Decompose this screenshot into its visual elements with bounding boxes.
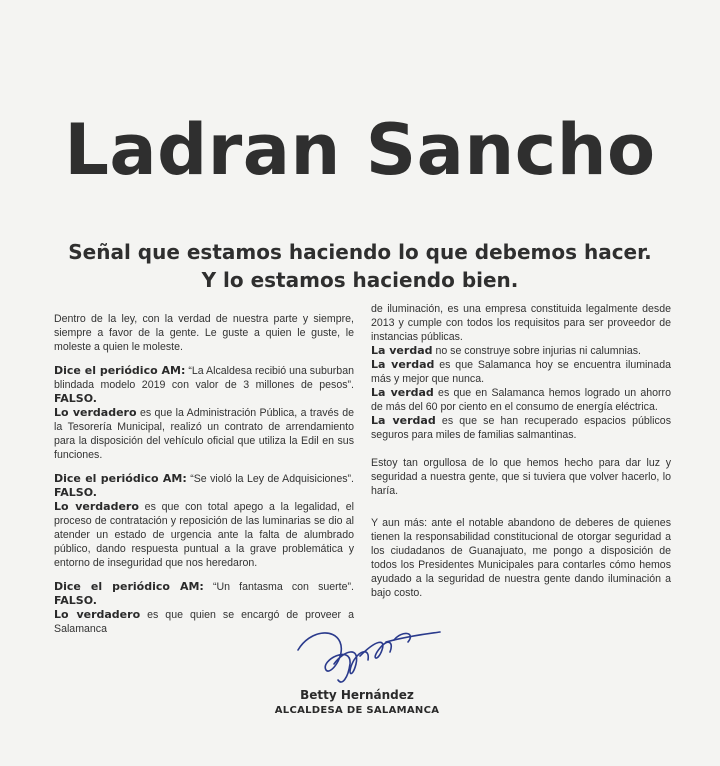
signatory-title: ALCALDESA DE SALAMANCA [274,705,440,716]
truth-item [371,414,671,442]
truth-item-text: no se construye sobre injurias ni calumnias. [435,345,641,357]
truth-item-label: La verdad [371,344,433,357]
truth-2-text: es que con total apego a la legalidad, el proceso de contratación y reposición de las luminarias se dio al atender un estado de urgencia ante la falta de alumbrado público, dando respuesta puntual a la grave problemática y entorno de inseguridad que nos heredaron. [54,501,354,569]
claim-3-verdict: FALSO. [54,594,97,607]
pride-paragraph: Estoy tan orgullosa de lo que hemos hecho para dar luz y seguridad a nuestra gente, que si tuviera que volver hacerlo, lo haría. [371,457,671,497]
truth-item [371,358,671,386]
claim-3-text: “Un fantasma con suerte”. [212,581,354,593]
truth-3-text: es que quien se encargó de proveer a Salamanca [54,609,354,635]
continuation-paragraph: de iluminación, es una empresa constituida legalmente desde 2013 y cumple con todos los requisitos para ser proveedor de instancias públicas. [371,303,671,343]
right-column [371,302,671,610]
truth-item-label: La verdad [371,386,434,399]
truth-item [371,344,671,358]
subheadline-line-1: Señal que estamos haciendo lo que debemos hacer. [68,240,652,264]
claim-3 [54,580,354,608]
truth-item-text: es que Salamanca hoy se encuentra iluminada más y mejor que nunca. [371,359,671,385]
claim-3-label: Dice el periódico AM: [54,580,204,593]
claim-1-verdict: FALSO. [54,392,97,405]
truth-item [371,386,671,414]
claim-2-label: Dice el periódico AM: [54,472,187,485]
truth-2 [54,500,354,570]
truth-1 [54,406,354,462]
claim-2-verdict: FALSO. [54,486,97,499]
truth-item-label: La verdad [371,414,436,427]
claim-2 [54,472,354,500]
subheadline [0,238,720,294]
intro-paragraph: Dentro de la ley, con la verdad de nuestra parte y siempre, siempre a favor de la gente. Le guste a quien le guste, le moleste a quien le moleste. [54,313,354,353]
headline: Ladran Sancho [64,109,656,191]
truth-item-label: La verdad [371,358,435,371]
truth-1-label: Lo verdadero [54,406,137,419]
subheadline-line-2: Y lo estamos haciendo bien. [201,268,519,292]
signatory-name: Betty Hernández [300,688,414,702]
truth-2-label: Lo verdadero [54,500,139,513]
claim-2-text: “Se violó la Ley de Adquisiciones”. [190,473,354,485]
claim-1-label: Dice el periódico AM: [54,364,186,377]
closing-paragraph: Y aun más: ante el notable abandono de deberes de quienes tienen la responsabilidad constitucional de otorgar seguridad a los ciudadanos de Guanajuato, me pongo a disposición de todos los Presidentes Municipales para contarles cómo hemos ayudado a la seguridad de nuestra gente dando iluminación a bajo costo. [371,517,671,599]
truth-item-text: es que se han recuperado espacios públicos seguros para miles de familias salmantinas. [371,415,671,441]
truth-1-text: es que la Administración Pública, a través de la Tesorería Municipal, realizó un contrato de arrendamiento para la disposición del vehículo oficial que utiliza la Edil en sus funciones. [54,407,354,461]
claim-1-text: “La Alcaldesa recibió una suburban blindada modelo 2019 con valor de 3 millones de pesos”. [54,365,354,391]
claim-1 [54,364,354,406]
left-column [54,312,354,646]
truth-item-text: es que en Salamanca hemos logrado un ahorro de más del 60 por ciento en el consumo de energía eléctrica. [371,387,671,413]
truth-3-label: Lo verdadero [54,608,141,621]
